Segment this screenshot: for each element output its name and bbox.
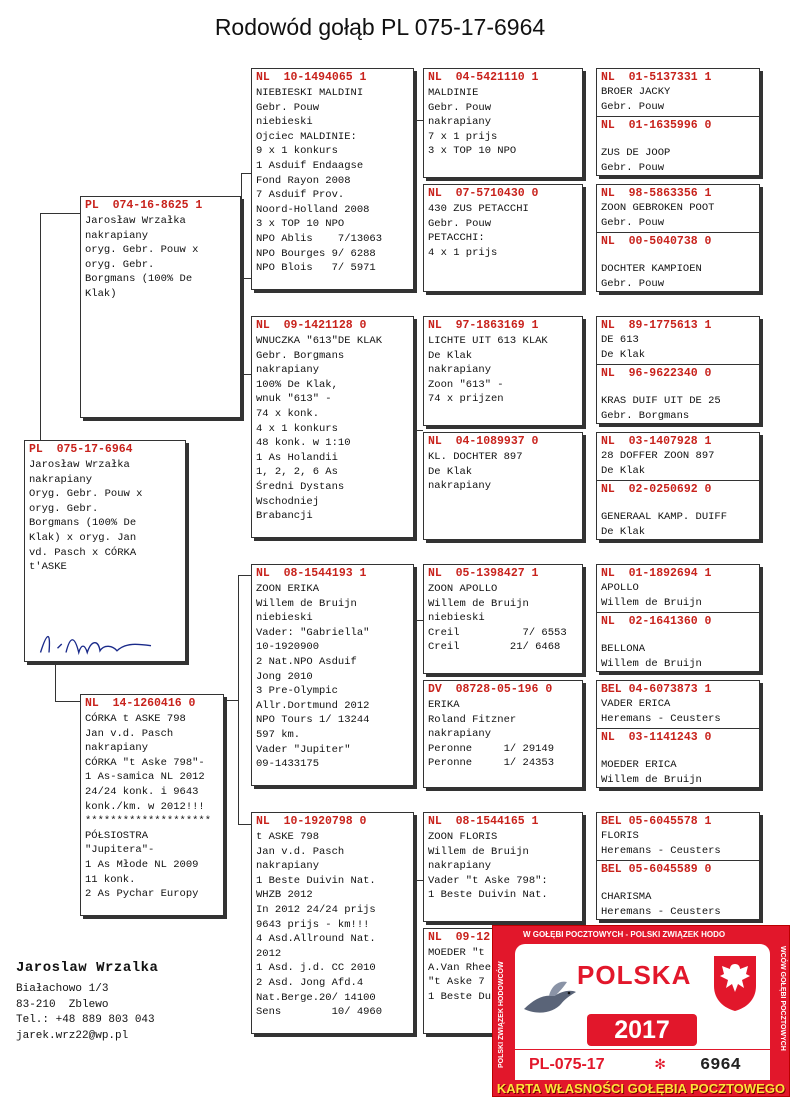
ring-number: NL 10-1920798 0 <box>256 815 367 828</box>
card-line: Vader: "Gabriella" <box>256 626 370 639</box>
card-line: KRAS DUIF UIT DE 25 <box>601 395 721 408</box>
card-line: Średni Dystans <box>256 480 345 493</box>
card-line: Peronne 1/ 24353 <box>428 757 555 770</box>
connector-line <box>55 661 81 702</box>
card-left-text: POLSKI ZWIĄZEK HODOWCÓW <box>498 961 505 1068</box>
card-top-text: W GOŁĘBI POCZTOWYCH - POLSKI ZWIĄZEK HODO <box>523 930 726 939</box>
ring-number: NL 01-5137331 1 <box>601 71 712 84</box>
card-line: 10-1920900 <box>256 641 320 654</box>
card-ring-number: 6964 <box>700 1056 741 1075</box>
ring-number: NL 08-1544165 1 <box>428 815 539 828</box>
card-line: CÓRKA t ASKE 798 <box>85 713 186 725</box>
card-line: PETACCHI: <box>428 232 485 245</box>
pedigree-card-gen4-pair <box>596 564 760 672</box>
page-title: Rodowód gołąb PL 075-17-6964 <box>214 14 546 40</box>
ring-number: NL 96-9622340 0 <box>597 364 759 381</box>
card-line: De Klak <box>428 349 473 362</box>
snowflake-icon: ✻ <box>655 1056 666 1075</box>
card-line: Allr.Dortmund 2012 <box>256 699 370 712</box>
card-line: CÓRKA "t Aske 798"- <box>85 756 205 769</box>
card-line: MALDINIE <box>428 87 479 99</box>
card-line: 430 ZUS PETACCHI <box>428 203 529 215</box>
card-line: De Klak <box>601 525 646 538</box>
pedigree-card-dam-sire <box>251 564 414 786</box>
ring-number: BEL 05-6045578 1 <box>601 815 712 828</box>
card-line: nakrapiany <box>85 229 149 242</box>
card-line: 3 x TOP 10 NPO <box>428 145 517 158</box>
card-line: ZOON GEBROKEN POOT <box>601 202 715 214</box>
card-line: Heremans - Ceusters <box>601 844 721 857</box>
card-line: Klak) <box>85 287 117 300</box>
card-line: 1 As Młode NL 2009 <box>85 858 199 871</box>
card-line: NPO Bourges 9/ 6288 <box>256 247 376 260</box>
card-line: Peronne 1/ 29149 <box>428 742 555 755</box>
card-line: VADER ERICA <box>601 698 671 710</box>
ring-number: NL 02-1641360 0 <box>597 612 759 629</box>
card-ring-code: PL-075-17 <box>529 1056 605 1073</box>
pedigree-card-gen4-pair <box>596 316 760 424</box>
connector-line <box>241 278 251 280</box>
card-line: Gebr. Pouw <box>428 101 492 114</box>
card-year: 2017 <box>587 1014 697 1046</box>
card-line: oryg. Gebr. Pouw x <box>85 244 199 257</box>
card-line: NIEBIESKI MALDINI <box>256 87 364 99</box>
card-line: Heremans - Ceusters <box>601 905 721 918</box>
card-line: 74 x prijzen <box>428 393 504 406</box>
card-line: Willem de Bruijn <box>428 597 529 610</box>
owner-email: jarek.wrz22@wp.pl <box>16 1029 129 1042</box>
card-line: Heremans - Ceusters <box>601 712 721 725</box>
pedigree-card-gen4-pair <box>596 184 760 292</box>
pedigree-card-dam <box>80 694 224 916</box>
card-line: nakrapiany <box>256 860 320 873</box>
card-line: Ojciec MALDINIE: <box>256 130 357 143</box>
pedigree-card-gen3 <box>423 812 583 922</box>
card-line: Borgmans (100% De <box>29 517 137 530</box>
card-line: De Klak <box>601 464 646 477</box>
card-line: De Klak <box>601 348 646 361</box>
pedigree-card-gen4-pair <box>596 432 760 540</box>
ring-number: NL 03-1407928 1 <box>601 435 712 448</box>
card-line: 7 x 1 prijs <box>428 130 498 143</box>
card-line: konk./km. w 2012!!! <box>85 800 205 813</box>
ring-number: NL 03-1141243 0 <box>597 728 759 745</box>
card-line: t ASKE 798 <box>256 831 320 843</box>
card-line: De Klak <box>428 465 473 478</box>
ring-number: NL 98-5863356 1 <box>601 187 712 200</box>
card-line: Vader "Jupiter" <box>256 743 351 756</box>
card-line: Gebr. Borgmans <box>256 349 345 362</box>
card-line: wnuk "613" - <box>256 393 332 406</box>
card-line: Wschodniej <box>256 495 320 508</box>
card-line: nakrapiany <box>428 480 492 493</box>
card-line: Vader "t Aske 798": <box>428 874 548 887</box>
card-line: NPO Blois 7/ 5971 <box>256 262 376 275</box>
card-line: In 2012 24/24 prijs <box>256 903 376 916</box>
card-line: 74 x konk. <box>256 407 320 420</box>
pedigree-card-gen3 <box>423 432 583 540</box>
card-line: 1 Beste Du <box>428 990 492 1003</box>
owner-name: Jaroslaw Wrzalka <box>16 960 159 976</box>
card-line: oryg. Gebr. <box>85 258 155 271</box>
card-line: ZOON APOLLO <box>428 583 498 595</box>
card-line: 2 Nat.NPO Asduif <box>256 655 357 668</box>
card-line: 1 Beste Duivin Nat. <box>256 874 376 887</box>
ring-number: NL 04-5421110 1 <box>428 71 539 84</box>
card-line: 28 DOFFER ZOON 897 <box>601 450 715 462</box>
eagle-emblem-icon <box>710 952 760 1012</box>
card-line: MOEDER ERICA <box>601 759 677 772</box>
card-line: Creil 7/ 6553 <box>428 626 567 639</box>
card-line: 1 As Holandii <box>256 451 338 464</box>
card-line: 4 x 1 prijs <box>428 246 498 259</box>
ring-number: BEL 04-6073873 1 <box>601 683 712 696</box>
card-line: 1 As-samica NL 2012 <box>85 771 205 784</box>
card-line: Nat.Berge.20/ 14100 <box>256 991 376 1004</box>
card-line: Brabancji <box>256 510 313 523</box>
card-line: 2 Asd. Jong Afd.4 <box>256 976 364 989</box>
card-line: GENERAAL KAMP. DUIFF <box>601 511 728 524</box>
card-line: A.Van Rhee <box>428 961 492 974</box>
card-line: 4 x 1 konkurs <box>256 422 338 435</box>
owner-phone: Tel.: +48 889 803 043 <box>16 1014 155 1026</box>
card-line: Jarosław Wrzałka <box>29 459 130 471</box>
card-line: Willem de Bruijn <box>601 773 702 786</box>
card-line: BELLONA <box>601 643 646 656</box>
card-line: Jarosław Wrzałka <box>85 215 186 227</box>
card-line: oryg. Gebr. <box>29 502 99 515</box>
owner-address: Białachowo 1/3 <box>16 983 109 995</box>
card-line: Willem de Bruijn <box>601 596 702 609</box>
ring-number: PL 075-17-6964 <box>29 443 133 456</box>
card-line: DE 613 <box>601 334 639 346</box>
card-line: 9643 prijs - km!!! <box>256 918 370 931</box>
card-line: Klak) x oryg. Jan <box>29 531 137 544</box>
ring-number: NL 05-1398427 1 <box>428 567 539 580</box>
card-line: NPO Tours 1/ 13244 <box>256 714 370 727</box>
card-line: 1 Beste Duivin Nat. <box>428 889 548 902</box>
card-line: DOCHTER KAMPIOEN <box>601 263 702 276</box>
card-line: 1 Asd. j.d. CC 2010 <box>256 962 376 975</box>
card-line: BROER JACKY <box>601 86 671 98</box>
connector-line <box>40 213 81 442</box>
card-line: nakrapiany <box>85 742 149 755</box>
card-line: Gebr. Pouw <box>601 161 665 174</box>
card-line: Jong 2010 <box>256 670 313 683</box>
ring-number: BEL 05-6045589 0 <box>597 860 759 877</box>
card-line: niebieski <box>256 612 313 625</box>
pedigree-card-sire <box>80 196 241 418</box>
card-line: nakrapiany <box>256 364 320 377</box>
card-line: Oryg. Gebr. Pouw x <box>29 488 143 501</box>
pedigree-card-gen4-pair <box>596 812 760 920</box>
ring-number: NL 09-12 <box>428 931 491 944</box>
card-line: 2 As Pychar Europy <box>85 888 199 901</box>
ring-number: NL 97-1863169 1 <box>428 319 539 332</box>
card-line: Jan v.d. Pasch <box>256 845 345 858</box>
card-line: Gebr. Pouw <box>601 277 665 290</box>
card-line: 7 Asduif Prov. <box>256 189 345 202</box>
card-line: Creil 21/ 6468 <box>428 641 561 654</box>
card-line: LICHTE UIT 613 KLAK <box>428 335 548 347</box>
card-line: 09-1433175 <box>256 758 320 771</box>
ring-number: DV 08728-05-196 0 <box>428 683 553 696</box>
pedigree-card-gen3 <box>423 184 583 292</box>
card-line: ZOON FLORIS <box>428 831 498 843</box>
pedigree-card-gen3 <box>423 68 583 178</box>
card-line: 4 Asd.Allround Nat. <box>256 933 376 946</box>
ownership-card <box>492 925 790 1097</box>
card-line: Fond Rayon 2008 <box>256 174 351 187</box>
ring-number: NL 01-1892694 1 <box>601 567 712 580</box>
card-line: 1 Asduif Endaagse <box>256 159 364 172</box>
card-line: "Jupitera"- <box>85 844 155 857</box>
card-line: Willem de Bruijn <box>601 657 702 670</box>
card-line: Willem de Bruijn <box>256 597 357 610</box>
card-line: APOLLO <box>601 582 639 594</box>
ring-number: NL 08-1544193 1 <box>256 567 367 580</box>
card-line: ZOON ERIKA <box>256 583 320 595</box>
connector-line <box>414 880 423 882</box>
card-line: CHARISMA <box>601 891 652 904</box>
card-line: 3 x TOP 10 NPO <box>256 218 345 231</box>
card-line: 3 Pre-Olympic <box>256 685 338 698</box>
ring-number: NL 04-1089937 0 <box>428 435 539 448</box>
card-line: 24/24 konk. i 9643 <box>85 785 199 798</box>
card-line: Zoon "613" - <box>428 378 504 391</box>
card-line: 2012 <box>256 947 282 960</box>
card-line: Gebr. Pouw <box>601 216 665 229</box>
card-line: Jan v.d. Pasch <box>85 727 174 740</box>
card-line: nakrapiany <box>428 860 492 873</box>
card-line: WHZB 2012 <box>256 889 313 902</box>
card-line: ZUS DE JOOP <box>601 147 671 160</box>
ring-number: NL 00-5040738 0 <box>597 232 759 249</box>
connector-line <box>414 620 423 622</box>
card-line: Willem de Bruijn <box>428 845 529 858</box>
card-line: ******************** <box>85 815 212 828</box>
ring-number: NL 07-5710430 0 <box>428 187 539 200</box>
card-line: nakrapiany <box>428 116 492 129</box>
signature-image <box>25 627 175 661</box>
card-right-text: WCÓW GOŁĘBI POCZTOWYCH <box>779 946 786 1051</box>
card-line: Roland Fitzner <box>428 713 517 726</box>
ring-number: NL 14-1260416 0 <box>85 697 196 710</box>
card-line: nakrapiany <box>428 728 492 741</box>
card-country: POLSKA <box>577 960 692 990</box>
pedigree-card-gen3 <box>423 564 583 674</box>
ring-number: NL 02-0250692 0 <box>597 480 759 497</box>
card-bottom-text: KARTA WŁASNOŚCI GOŁĘBIA POCZTOWEGO <box>496 1081 786 1096</box>
card-line: MOEDER "t <box>428 947 485 959</box>
ring-number: PL 074-16-8625 1 <box>85 199 203 212</box>
connector-line <box>224 700 238 702</box>
pedigree-card-subject <box>24 440 186 662</box>
card-line: Sens 10/ 4960 <box>256 1006 383 1019</box>
pedigree-card-dam-dam <box>251 812 414 1034</box>
pedigree-card-sire-sire <box>251 68 414 290</box>
card-line: 1, 2, 2, 6 As <box>256 466 338 479</box>
card-line: ERIKA <box>428 699 460 711</box>
card-line: vd. Pasch x CÓRKA <box>29 546 137 559</box>
ring-number: NL 10-1494065 1 <box>256 71 367 84</box>
connector-line <box>414 430 423 432</box>
card-line: 100% De Klak, <box>256 378 338 391</box>
card-ring-bar <box>515 1049 770 1080</box>
card-line: "t Aske 7 <box>428 976 485 989</box>
pigeon-icon <box>519 974 579 1024</box>
card-line: 9 x 1 konkurs <box>256 145 338 158</box>
ring-number: NL 09-1421128 0 <box>256 319 367 332</box>
card-line: KL. DOCHTER 897 <box>428 451 523 463</box>
card-line: Gebr. Pouw <box>601 100 665 113</box>
card-line: t'ASKE <box>29 561 67 574</box>
card-line: PÓŁSIOSTRA <box>85 829 149 842</box>
card-line: nakrapiany <box>29 473 93 486</box>
card-line: 11 konk. <box>85 873 136 886</box>
ring-number: NL 01-1635996 0 <box>597 116 759 133</box>
card-line: FLORIS <box>601 830 639 842</box>
pedigree-card-sire-dam <box>251 316 414 538</box>
card-line: nakrapiany <box>428 364 492 377</box>
card-line: 48 konk. w 1:10 <box>256 437 351 450</box>
card-line: Gebr. Borgmans <box>601 409 690 422</box>
pedigree-card-gen3 <box>423 316 583 426</box>
pedigree-card-gen4-pair <box>596 68 760 176</box>
owner-contact-block <box>16 960 158 1044</box>
card-line: Gebr. Pouw <box>256 101 320 114</box>
owner-postcode: 83-210 Zblewo <box>16 998 109 1011</box>
card-line: Gebr. Pouw <box>428 217 492 230</box>
card-line: WNUCZKA "613"DE KLAK <box>256 335 383 347</box>
ring-number: NL 89-1775613 1 <box>601 319 712 332</box>
card-line: Noord-Holland 2008 <box>256 203 370 216</box>
card-line: 597 km. <box>256 728 301 741</box>
card-inner-panel <box>515 944 770 1049</box>
card-line: niebieski <box>256 116 313 129</box>
card-line: Borgmans (100% De <box>85 273 193 286</box>
card-line: niebieski <box>428 612 485 625</box>
connector-line <box>414 120 423 122</box>
pedigree-card-gen3 <box>423 680 583 788</box>
pedigree-card-gen4-pair <box>596 680 760 788</box>
card-line: NPO Ablis 7/13063 <box>256 232 383 245</box>
